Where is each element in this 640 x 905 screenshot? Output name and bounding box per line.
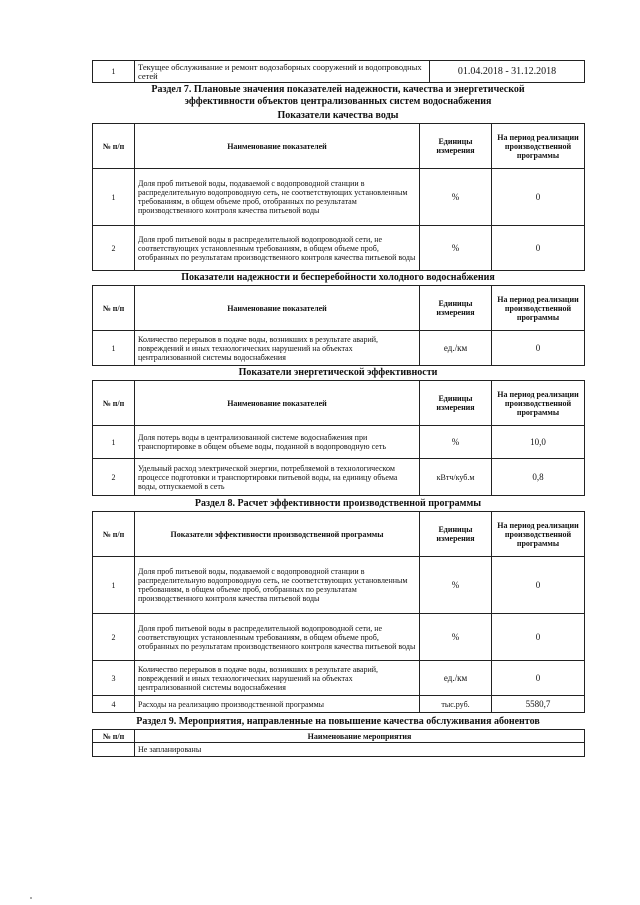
row-name: Доля проб питьевой воды в распределительной водопроводной сети, не соответствующих установленным требованиям, в общем объеме проб, отобранных по результатам производственного контроля качества питьевой воды [135, 226, 420, 271]
row-num: 4 [93, 696, 135, 713]
reliability-table [92, 285, 585, 366]
row-value: 0 [492, 169, 585, 226]
row-value: 0 [492, 557, 585, 614]
row-num: 1 [93, 61, 135, 83]
energy-subtitle: Показатели энергетической эффективности [238, 367, 438, 378]
row-unit: % [420, 226, 492, 271]
top-row-table [92, 60, 585, 83]
section7-title-line1: Раздел 7. Плановые значения показателей надежности, качества и энергетической [151, 84, 525, 95]
reliability-subtitle: Показатели надежности и бесперебойности холодного водоснабжения [181, 272, 495, 283]
row-period: 01.04.2018 - 31.12.2018 [430, 61, 585, 83]
header-name: Наименование показателей [135, 381, 420, 426]
header-num: № п/п [93, 381, 135, 426]
table-row [93, 614, 585, 661]
row-num [93, 743, 135, 757]
row-num: 1 [93, 426, 135, 459]
section7-title-line2: эффективности объектов централизованных систем водоснабжения [184, 96, 492, 107]
table-header-row [93, 381, 585, 426]
section8-title: Раздел 8. Расчет эффективности производственной программы [194, 498, 482, 509]
table-row [93, 226, 585, 271]
row-name: Количество перерывов в подаче воды, возникших в результате аварий, повреждений и иных технологических нарушений на объектах централизованной системы водоснабжения [135, 661, 420, 696]
table-row [93, 661, 585, 696]
header-period: На период реализации производственной программы [492, 381, 585, 426]
energy-table [92, 380, 585, 496]
table-row [93, 61, 585, 83]
row-unit: ед./км [420, 661, 492, 696]
header-unit: Единицы измерения [420, 124, 492, 169]
row-num: 2 [93, 226, 135, 271]
row-name: Текущее обслуживание и ремонт водозаборных сооружений и водопроводных сетей [135, 61, 430, 83]
row-name: Доля проб питьевой воды, подаваемой с водопроводной станции в распределительную водопроводную сеть, не соответствующих установленным требованиям, в общем объеме проб, отобранных по результатам производственного контроля качества питьевой воды [135, 169, 420, 226]
header-period: На период реализации производственной программы [492, 124, 585, 169]
row-value: 0,8 [492, 459, 585, 496]
row-name: Доля проб питьевой воды, подаваемой с водопроводной станции в распределительную водопроводную сеть, не соответствующих установленным требованиям, в общем объеме проб, отобранных по результатам производственного контроля качества питьевой воды [135, 557, 420, 614]
table-row [93, 743, 585, 757]
row-name: Количество перерывов в подаче воды, возникших в результате аварий, повреждений и иных технологических нарушений на объектах централизованной системы водоснабжения [135, 331, 420, 366]
row-num: 3 [93, 661, 135, 696]
efficiency-table [92, 511, 585, 713]
row-num: 2 [93, 459, 135, 496]
row-value: 0 [492, 661, 585, 696]
header-name: Показатели эффективности производственной программы [135, 512, 420, 557]
row-value: 0 [492, 331, 585, 366]
row-name: Расходы на реализацию производственной программы [135, 696, 420, 713]
header-period: На период реализации производственной программы [492, 512, 585, 557]
header-num: № п/п [93, 730, 135, 743]
row-value: 0 [492, 226, 585, 271]
table-header-row [93, 124, 585, 169]
row-name: Удельный расход электрической энергии, потребляемой в технологическом процессе подготовки и транспортировки питьевой воды, на единицу объема воды, отпускаемой в сеть [135, 459, 420, 496]
row-unit: % [420, 557, 492, 614]
row-num: 1 [93, 331, 135, 366]
header-unit: Единицы измерения [420, 512, 492, 557]
row-name: Доля потерь воды в централизованной системе водоснабжения при транспортировке в общем объеме воды, поданной в водопроводную сеть [135, 426, 420, 459]
row-value: 10,0 [492, 426, 585, 459]
row-unit: % [420, 169, 492, 226]
header-num: № п/п [93, 286, 135, 331]
table-header-row [93, 730, 585, 743]
row-unit: % [420, 426, 492, 459]
table-row [93, 426, 585, 459]
row-unit: кВтч/куб.м [420, 459, 492, 496]
row-unit: тыс.руб. [420, 696, 492, 713]
row-value: 0 [492, 614, 585, 661]
measures-table [92, 729, 585, 757]
header-num: № п/п [93, 512, 135, 557]
header-num: № п/п [93, 124, 135, 169]
header-period: На период реализации производственной программы [492, 286, 585, 331]
quality-subtitle: Показатели качества воды [277, 110, 399, 121]
table-header-row [93, 286, 585, 331]
row-name: Не запланированы [135, 743, 585, 757]
header-name: Наименование показателей [135, 124, 420, 169]
row-name: Доля проб питьевой воды в распределительной водопроводной сети, не соответствующих установленным требованиям, в общем объеме проб, отобранных по результатам производственного контроля качества питьевой воды [135, 614, 420, 661]
header-name: Наименование мероприятия [135, 730, 585, 743]
table-row [93, 557, 585, 614]
table-row [93, 331, 585, 366]
table-row [93, 696, 585, 713]
row-num: 2 [93, 614, 135, 661]
header-name: Наименование показателей [135, 286, 420, 331]
scan-speck [30, 897, 32, 899]
section9-title: Раздел 9. Мероприятия, направленные на повышение качества обслуживания абонентов [136, 716, 540, 727]
row-value: 5580,7 [492, 696, 585, 713]
table-row [93, 459, 585, 496]
header-unit: Единицы измерения [420, 286, 492, 331]
table-header-row [93, 512, 585, 557]
table-row [93, 169, 585, 226]
row-unit: ед./км [420, 331, 492, 366]
row-num: 1 [93, 169, 135, 226]
header-unit: Единицы измерения [420, 381, 492, 426]
row-unit: % [420, 614, 492, 661]
row-num: 1 [93, 557, 135, 614]
quality-table [92, 123, 585, 271]
